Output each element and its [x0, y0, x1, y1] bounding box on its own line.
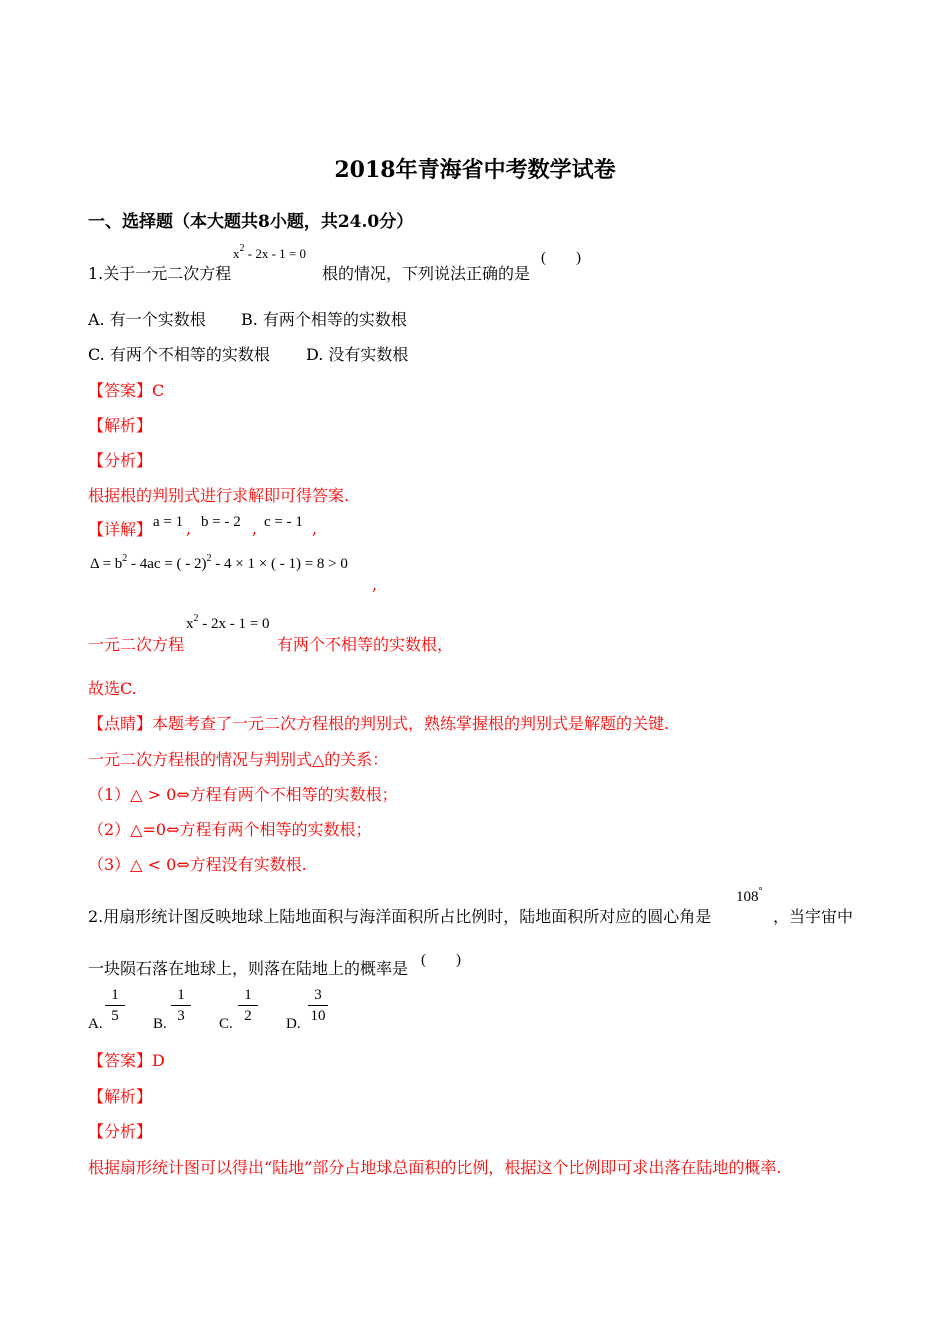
- q1-option-b: B. 有两个相等的实数根: [241, 310, 407, 329]
- q1-jiexi-label: 【解析】: [88, 416, 153, 435]
- q1-option-c: C. 有两个不相等的实数根: [88, 345, 270, 364]
- q2-option-b-fraction: 1 3: [168, 986, 194, 1025]
- q1-detail-label: 【详解】: [88, 520, 153, 539]
- q2-option-c-fraction: 1 2: [235, 986, 261, 1025]
- document-title: 2018年青海省中考数学试卷: [334, 157, 616, 183]
- q1-conclusion-prefix: 一元二次方程: [88, 635, 185, 654]
- q1-conclusion-equation: $x^2 - 2x - 1 = 0$: [186, 613, 270, 632]
- q1-detail-comma-1: ,: [186, 519, 192, 538]
- q1-blank-paren: ( ): [541, 250, 581, 266]
- q2-stem-line-1: 2.用扇形统计图反映地球上陆地面积与海洋面积所占比例时，陆地面积所对应的圆心角是: [88, 907, 712, 926]
- q2-answer: 【答案】D: [88, 1051, 165, 1070]
- q1-option-a: A. 有一个实数根: [88, 310, 206, 329]
- q2-option-b-label: B.: [153, 1016, 167, 1032]
- q1-fenxi-label: 【分析】: [88, 451, 153, 470]
- q2-option-a-label: A.: [88, 1016, 103, 1032]
- q1-relation: 一元二次方程根的情况与判别式△的关系：: [88, 750, 389, 769]
- q2-angle: 108°: [736, 886, 763, 905]
- q1-stem-prefix: 1.关于一元二次方程: [88, 264, 232, 283]
- q2-jiexi-label: 【解析】: [88, 1087, 153, 1106]
- q1-case-2: （2）△=0⇔方程有两个相等的实数根；: [88, 820, 372, 839]
- q1-dianjing: 【点睛】本题考查了一元二次方程根的判别式，熟练掌握根的判别式是解题的关键.: [88, 714, 670, 733]
- q1-discriminant: $\Delta = b^2 - 4ac$ = ( - 2)$^2$ - 4 × 1 × ( - 1) = 8 > 0: [90, 553, 348, 572]
- q2-option-c-label: C.: [219, 1016, 233, 1032]
- q2-option-d-fraction: 3 10: [305, 986, 331, 1025]
- q1-detail-a: a = 1: [153, 514, 184, 530]
- q1-option-d: D. 没有实数根: [306, 345, 409, 364]
- q1-conclusion-suffix: 有两个不相等的实数根，: [277, 635, 454, 654]
- q1-analysis: 根据根的判别式进行求解即可得答案.: [88, 486, 350, 505]
- q1-choose: 故选C.: [88, 679, 137, 698]
- q2-fenxi-label: 【分析】: [88, 1122, 153, 1141]
- q1-discriminant-comma: ,: [372, 575, 378, 594]
- q1-case-1: （1）△ > 0⇔方程有两个不相等的实数根；: [88, 785, 398, 804]
- q1-answer: 【答案】C: [88, 381, 165, 400]
- section-heading: 一、选择题（本大题共8小题，共24.0分）: [88, 212, 414, 232]
- q1-detail-comma-3: ,: [312, 519, 318, 538]
- q2-analysis: 根据扇形统计图可以得出“陆地”部分占地球总面积的比例，根据这个比例即可求出落在陆地的概率.: [88, 1158, 782, 1177]
- q2-stem-line-2: 一块陨石落在地球上，则落在陆地上的概率是: [88, 959, 409, 978]
- q2-stem-line-1-tail: ，当宇宙中: [773, 907, 854, 926]
- q1-detail-b: b = - 2: [201, 514, 241, 530]
- q2-blank-paren: ( ): [421, 952, 461, 968]
- q1-equation: $x^2 - 2x - 1 = 0$: [233, 243, 306, 261]
- q2-option-d-label: D.: [286, 1016, 301, 1032]
- q1-detail-comma-2: ,: [252, 519, 258, 538]
- q2-option-a-fraction: 1 5: [102, 986, 128, 1025]
- q1-stem-suffix: 根的情况，下列说法正确的是: [322, 264, 531, 283]
- q1-case-3: （3）△ < 0⇔方程没有实数根.: [88, 855, 307, 874]
- q1-detail-c: c = - 1: [264, 514, 303, 530]
